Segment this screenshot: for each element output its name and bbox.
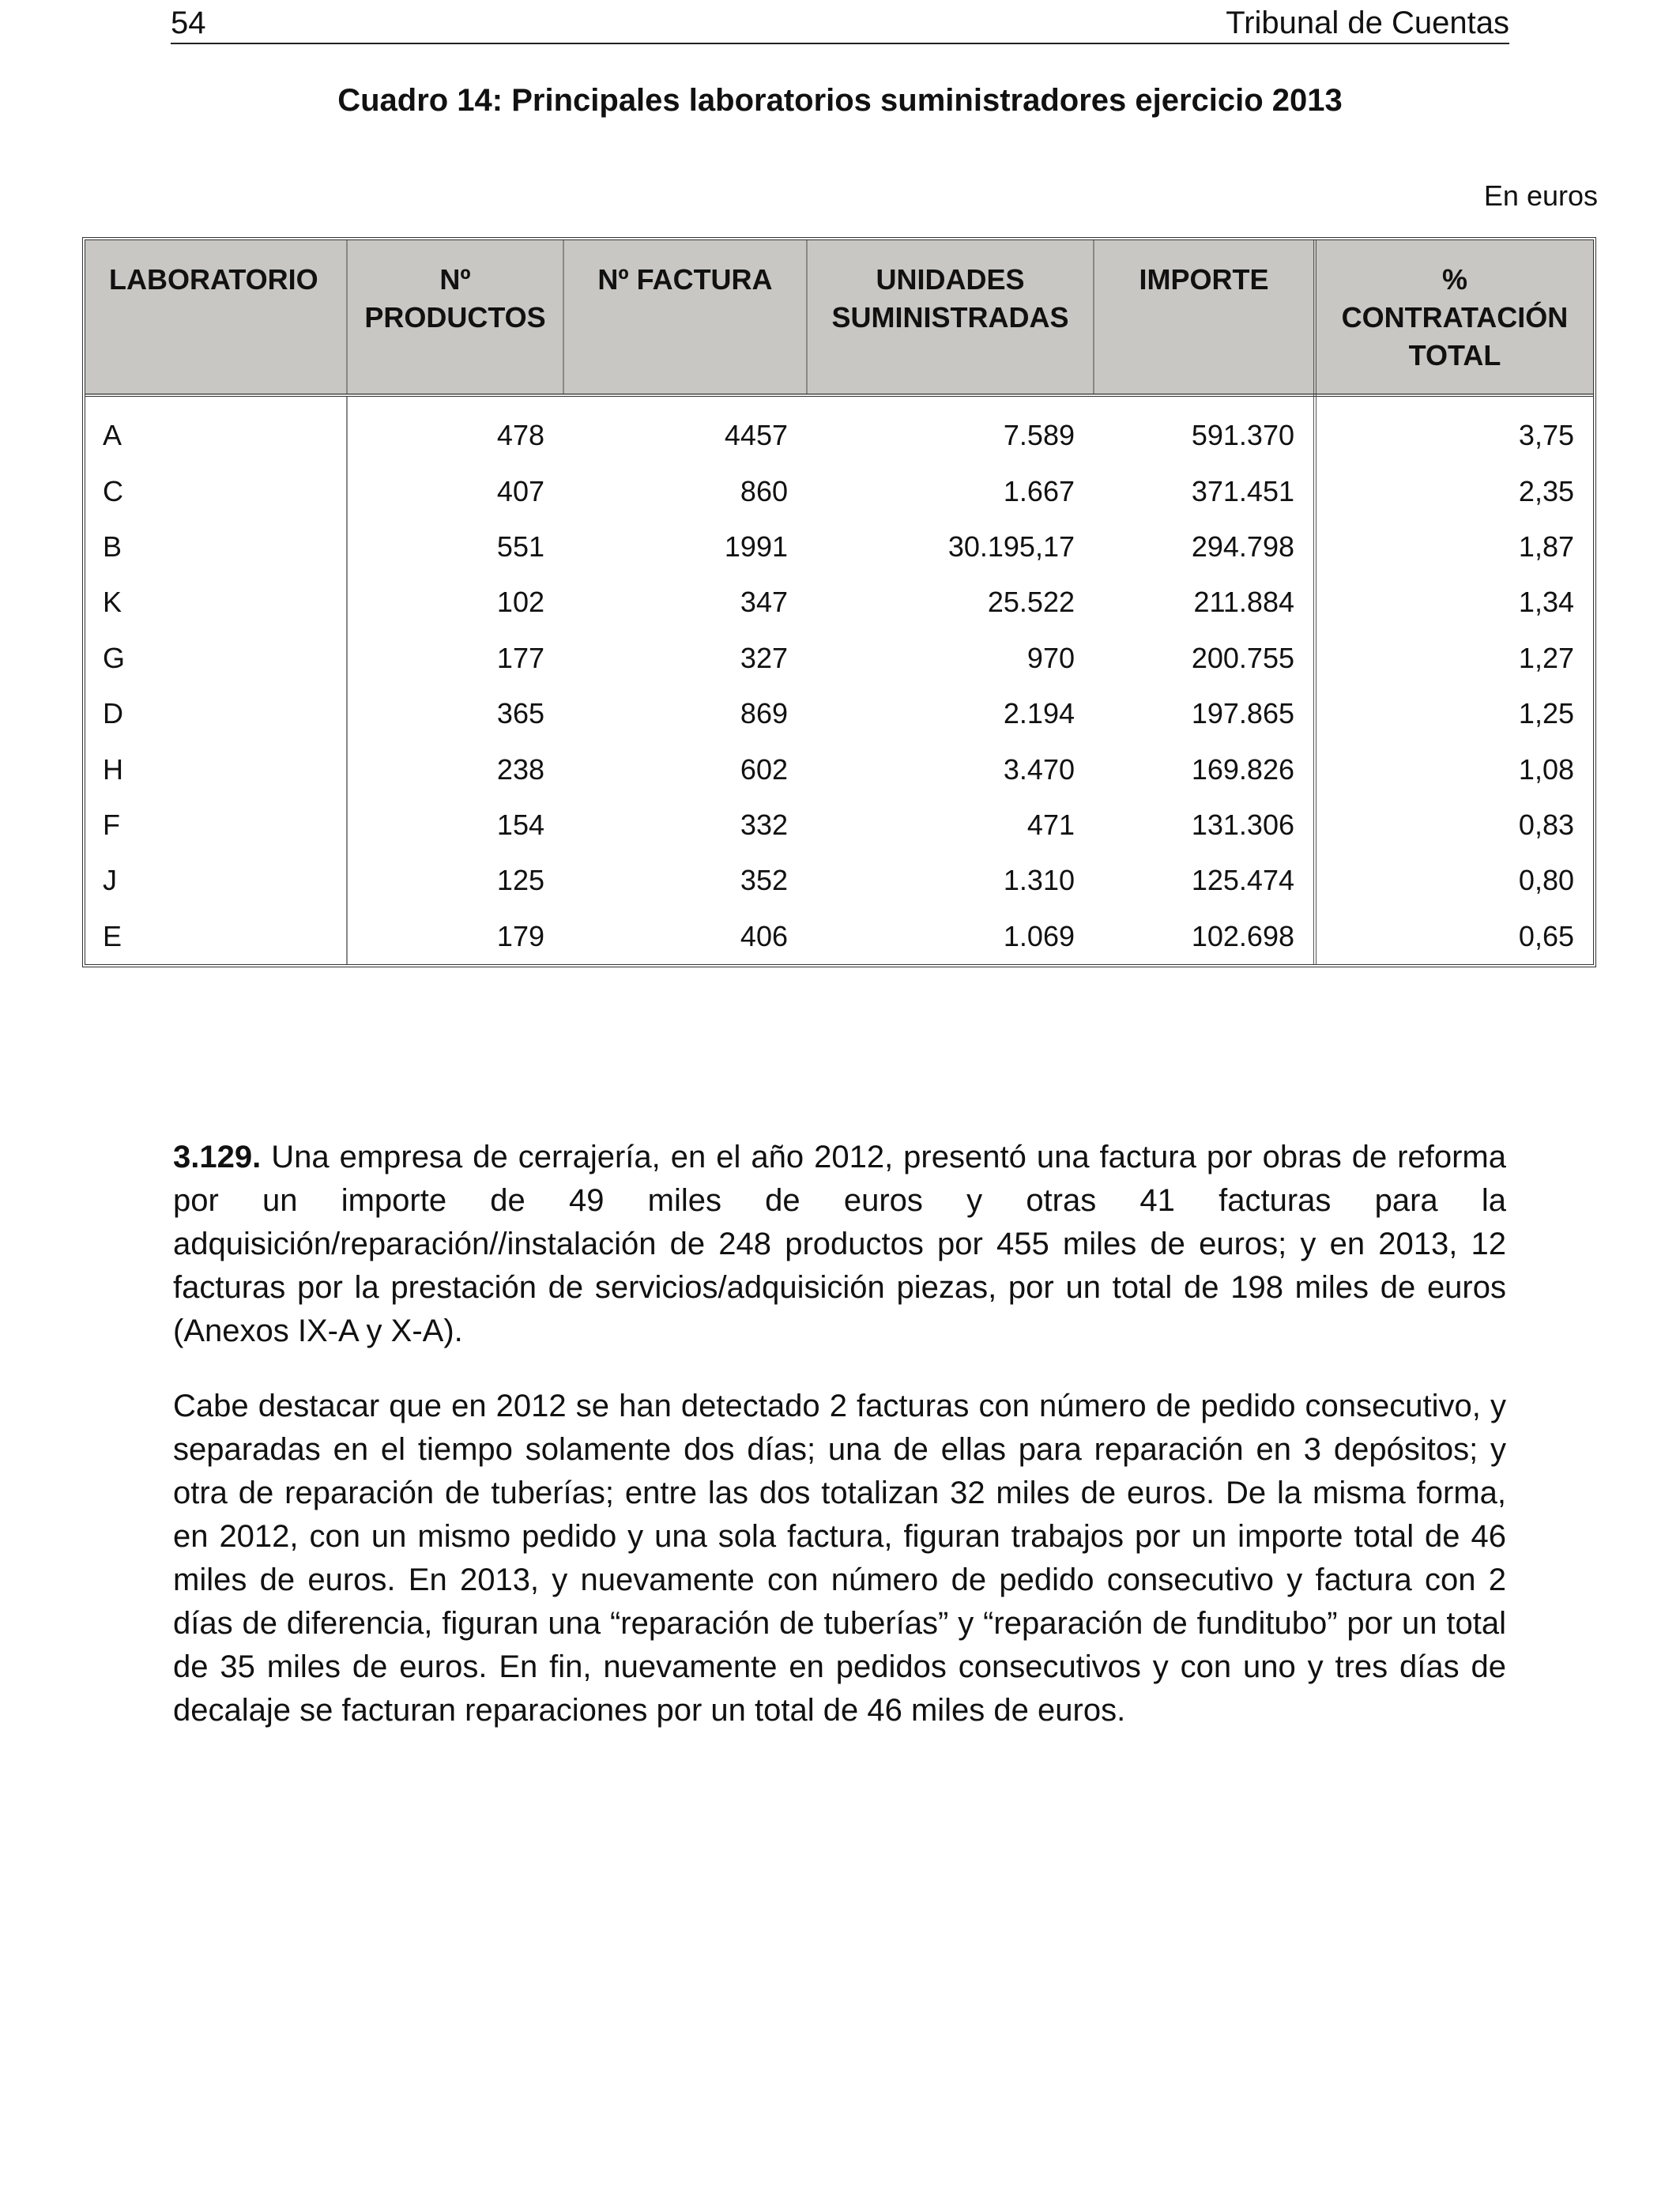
cell-laboratorio: H <box>85 741 347 797</box>
table-row <box>85 519 1593 575</box>
table-row <box>85 909 1593 964</box>
cell-factura: 1991 <box>724 530 788 563</box>
cell-importe: 125.474 <box>1094 853 1315 908</box>
column-header-line: IMPORTE <box>1139 263 1269 296</box>
cell-importe: 371.451 <box>1094 463 1315 518</box>
column-header-line: Nº FACTURA <box>597 263 773 296</box>
cell-unidades: 1.667 <box>1003 474 1075 507</box>
cell-importe: 591.370 <box>1094 408 1315 463</box>
cell-porcentaje: 1,08 <box>1518 752 1574 786</box>
cell-importe: 169.826 <box>1094 741 1315 797</box>
spacer-cell <box>563 395 807 408</box>
cell-laboratorio: A <box>85 408 347 463</box>
cell-importe: 102.698 <box>1094 909 1315 964</box>
column-header-productos <box>347 240 563 395</box>
cell-porcentaje: 1,25 <box>1518 697 1574 730</box>
cell-productos: 177 <box>496 641 544 674</box>
table-title: Cuadro 14: Principales laboratorios suministradores ejercicio 2013 <box>337 83 1343 118</box>
cell-laboratorio: K <box>85 575 347 630</box>
cell-factura: 347 <box>740 586 788 619</box>
column-header-importe <box>1094 240 1315 395</box>
table-row <box>85 575 1593 630</box>
table-row <box>85 853 1593 908</box>
cell-importe: 200.755 <box>1094 631 1315 686</box>
table-header <box>85 240 1593 395</box>
cell-unidades: 2.194 <box>1003 697 1075 730</box>
cell-porcentaje: 1,27 <box>1518 641 1574 674</box>
laboratories-table <box>85 240 1593 964</box>
cell-factura: 406 <box>740 919 788 952</box>
cell-factura: 352 <box>740 864 788 897</box>
cell-importe: 211.884 <box>1094 575 1315 630</box>
paragraph-number: 3.129. <box>173 1140 262 1174</box>
column-header-line: Nº <box>439 263 471 296</box>
cell-productos: 551 <box>496 530 544 563</box>
cell-productos: 238 <box>496 752 544 786</box>
table-header-row <box>85 240 1593 395</box>
cell-laboratorio: G <box>85 631 347 686</box>
cell-unidades: 30.195,17 <box>947 530 1075 563</box>
cell-porcentaje: 1,34 <box>1518 586 1574 619</box>
spacer-cell <box>807 395 1094 408</box>
column-header-unidades <box>807 240 1094 395</box>
column-header-line: % <box>1441 263 1467 296</box>
cell-porcentaje: 0,80 <box>1518 864 1574 897</box>
table-body <box>85 395 1593 964</box>
cell-porcentaje: 0,83 <box>1518 808 1574 841</box>
column-header-factura <box>563 240 807 395</box>
cell-productos: 478 <box>496 419 544 452</box>
column-header-line: LABORATORIO <box>109 263 318 296</box>
cell-factura: 602 <box>740 752 788 786</box>
column-header-contratacion <box>1315 240 1593 395</box>
cell-productos: 102 <box>496 586 544 619</box>
column-header-laboratorio <box>85 240 347 395</box>
cell-unidades: 1.069 <box>1003 919 1075 952</box>
cell-importe: 197.865 <box>1094 686 1315 741</box>
laboratories-table-frame <box>82 237 1596 967</box>
table-row <box>85 408 1593 463</box>
column-header-line: UNIDADES <box>876 263 1025 296</box>
cell-productos: 365 <box>496 697 544 730</box>
column-header-line: TOTAL <box>1408 339 1501 371</box>
cell-factura: 4457 <box>724 419 788 452</box>
cell-productos: 179 <box>496 919 544 952</box>
page-number: 54 <box>171 6 206 40</box>
table-row <box>85 797 1593 853</box>
column-header-line: PRODUCTOS <box>364 301 546 334</box>
table-row <box>85 631 1593 686</box>
cell-unidades: 970 <box>1026 641 1075 674</box>
cell-factura: 860 <box>740 474 788 507</box>
cell-unidades: 471 <box>1026 808 1075 841</box>
spacer-cell <box>347 395 563 408</box>
cell-importe: 294.798 <box>1094 519 1315 575</box>
cell-factura: 869 <box>740 697 788 730</box>
table-row <box>85 463 1593 518</box>
cell-factura: 332 <box>740 808 788 841</box>
table-row <box>85 741 1593 797</box>
cell-laboratorio: E <box>85 909 347 964</box>
page-header <box>171 3 1509 44</box>
cell-unidades: 7.589 <box>1003 419 1075 452</box>
cell-laboratorio: B <box>85 519 347 575</box>
cell-porcentaje: 3,75 <box>1518 419 1574 452</box>
cell-laboratorio: J <box>85 853 347 908</box>
table-row <box>85 686 1593 741</box>
paragraph-text: Una empresa de cerrajería, en el año 2012, presentó una factura por obras de reforma por un importe de 49 miles de euros y otras 41 facturas para la adquisición/reparación//instalación de 248 productos por 455 miles de euros; y en 2013, 12 facturas por la prestación de servicios/adquisición piezas, por un total de 198 miles de euros (Anexos IX-A y X-A). <box>173 1140 1506 1348</box>
unit-note: En euros <box>1483 179 1598 212</box>
cell-unidades: 25.522 <box>987 586 1075 619</box>
cell-importe: 131.306 <box>1094 797 1315 853</box>
spacer-cell <box>1315 395 1593 408</box>
cell-productos: 407 <box>496 474 544 507</box>
paragraph-3-129 <box>173 1136 1506 1353</box>
cell-laboratorio: C <box>85 463 347 518</box>
cell-productos: 154 <box>496 808 544 841</box>
column-header-line: CONTRATACIÓN <box>1341 301 1569 334</box>
cell-porcentaje: 1,87 <box>1518 530 1574 563</box>
paragraph-continuation: Cabe destacar que en 2012 se han detectado 2 facturas con número de pedido consecutivo, y separadas en el tiempo solamente dos días; una de ellas para reparación en 3 depósitos; y otra de reparación de tuberías; entre las dos totalizan 32 miles de euros. De la misma forma, en 2012, con un mismo pedido y una sola factura, figuran trabajos por un importe total de 46 miles de euros. En 2013, y nuevamente con número de pedido consecutivo y factura con 2 días de diferencia, figuran una “reparación de tuberías” y “reparación de funditubo” por un total de 35 miles de euros. En fin, nuevamente en pedidos consecutivos y con uno y tres días de decalaje se facturan reparaciones por un total de 46 miles de euros. <box>173 1389 1506 1728</box>
spacer-cell <box>85 395 347 408</box>
spacer-cell <box>1094 395 1315 408</box>
cell-factura: 327 <box>740 641 788 674</box>
cell-unidades: 1.310 <box>1003 864 1075 897</box>
column-header-line: SUMINISTRADAS <box>831 301 1069 334</box>
cell-porcentaje: 2,35 <box>1518 474 1574 507</box>
cell-productos: 125 <box>496 864 544 897</box>
table-spacer-row <box>85 395 1593 408</box>
cell-laboratorio: F <box>85 797 347 853</box>
cell-unidades: 3.470 <box>1003 752 1075 786</box>
running-title: Tribunal de Cuentas <box>1226 6 1509 40</box>
cell-laboratorio: D <box>85 686 347 741</box>
cell-porcentaje: 0,65 <box>1518 919 1574 952</box>
